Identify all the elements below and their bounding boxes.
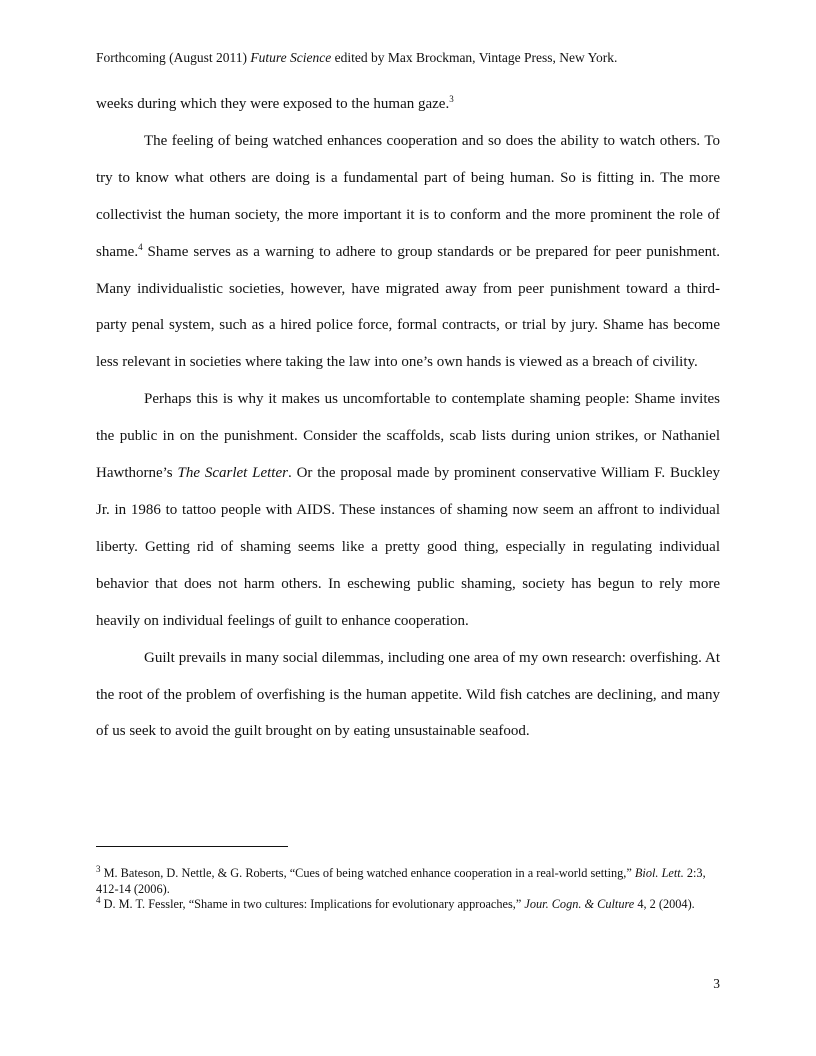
footnotes bbox=[96, 863, 720, 913]
page-number: 3 bbox=[713, 976, 720, 991]
paragraph-3-book-title: The Scarlet Letter bbox=[177, 465, 288, 482]
paragraph-4-text: Guilt prevails in many social dilemmas, including one area of my own research: overfishing. At the root of the problem of overfishing is the human appetite. Wild fish catches are declining, and many of us seek to avoid the guilt brought on by eating unsustainable seafood. bbox=[96, 649, 720, 740]
footnote-rest: 2:3, 412-14 (2006). bbox=[96, 866, 706, 896]
paragraph-2-part1: The feeling of being watched enhances cooperation and so does the ability to watch others. To try to know what others are doing is a fundamental part of being human. So is fitting in. The more collectivist the human society, the more important it is to conform and the more prominent the role of shame. bbox=[96, 132, 720, 260]
running-header bbox=[96, 50, 617, 66]
footnote-text: M. Bateson, D. Nettle, & G. Roberts, “Cues of being watched enhance cooperation in a real-world setting,” bbox=[100, 866, 635, 880]
paragraph-3-part1: Perhaps this is why it makes us uncomfortable to contemplate shaming people: Shame invites the public in on the punishment. Consider the scaffolds, scab lists during union strikes, or Nathaniel Hawthorne’s bbox=[96, 391, 720, 482]
paragraph-4 bbox=[96, 640, 720, 751]
footnote-ref-4[interactable]: 4 bbox=[138, 241, 143, 252]
paragraph-2-part2: Shame serves as a warning to adhere to group standards or be prepared for peer punishment. Many individualistic societies, however, have migrated away from peer punishment toward a third-party penal system, such as a hired police force, formal contracts, or trial by jury. Shame has become less relevant in societies where taking the law into one’s own hands is viewed as a breach of civility. bbox=[96, 243, 720, 371]
footnote-journal: Jour. Cogn. & Culture bbox=[524, 897, 635, 911]
footnote-4 bbox=[96, 894, 720, 913]
footnote-rest: 4, 2 (2004). bbox=[634, 897, 695, 911]
footnote-3 bbox=[96, 863, 720, 897]
footnote-ref-3[interactable]: 3 bbox=[449, 94, 454, 104]
footnote-journal: Biol. Lett. bbox=[634, 866, 684, 880]
paragraph-2 bbox=[96, 123, 720, 381]
footnote-text: D. M. T. Fessler, “Shame in two cultures: Implications for evolutionary approaches,” bbox=[100, 897, 525, 911]
header-book-title: Future Science bbox=[250, 50, 332, 65]
body-text bbox=[96, 86, 720, 750]
paragraph-3-part2: . Or the proposal made by prominent conservative William F. Buckley Jr. in 1986 to tattoo people with AIDS. These instances of shaming now seem an affront to individual liberty. Getting rid of shaming seems like a pretty good thing, especially in regulating individual behavior that does not harm others. In eschewing public shaming, society has begun to rely more heavily on individual feelings of guilt to enhance cooperation. bbox=[96, 465, 720, 629]
footnote-number: 3 bbox=[96, 863, 101, 874]
footnote-divider bbox=[96, 846, 288, 847]
header-prefix: Forthcoming (August 2011) bbox=[96, 50, 251, 65]
header-suffix: edited by Max Brockman, Vintage Press, New York. bbox=[331, 50, 618, 65]
paragraph-1 bbox=[96, 86, 720, 123]
paragraph-3 bbox=[96, 381, 720, 639]
footnote-number: 4 bbox=[96, 894, 101, 905]
paragraph-1-text: weeks during which they were exposed to the human gaze. bbox=[96, 96, 450, 112]
